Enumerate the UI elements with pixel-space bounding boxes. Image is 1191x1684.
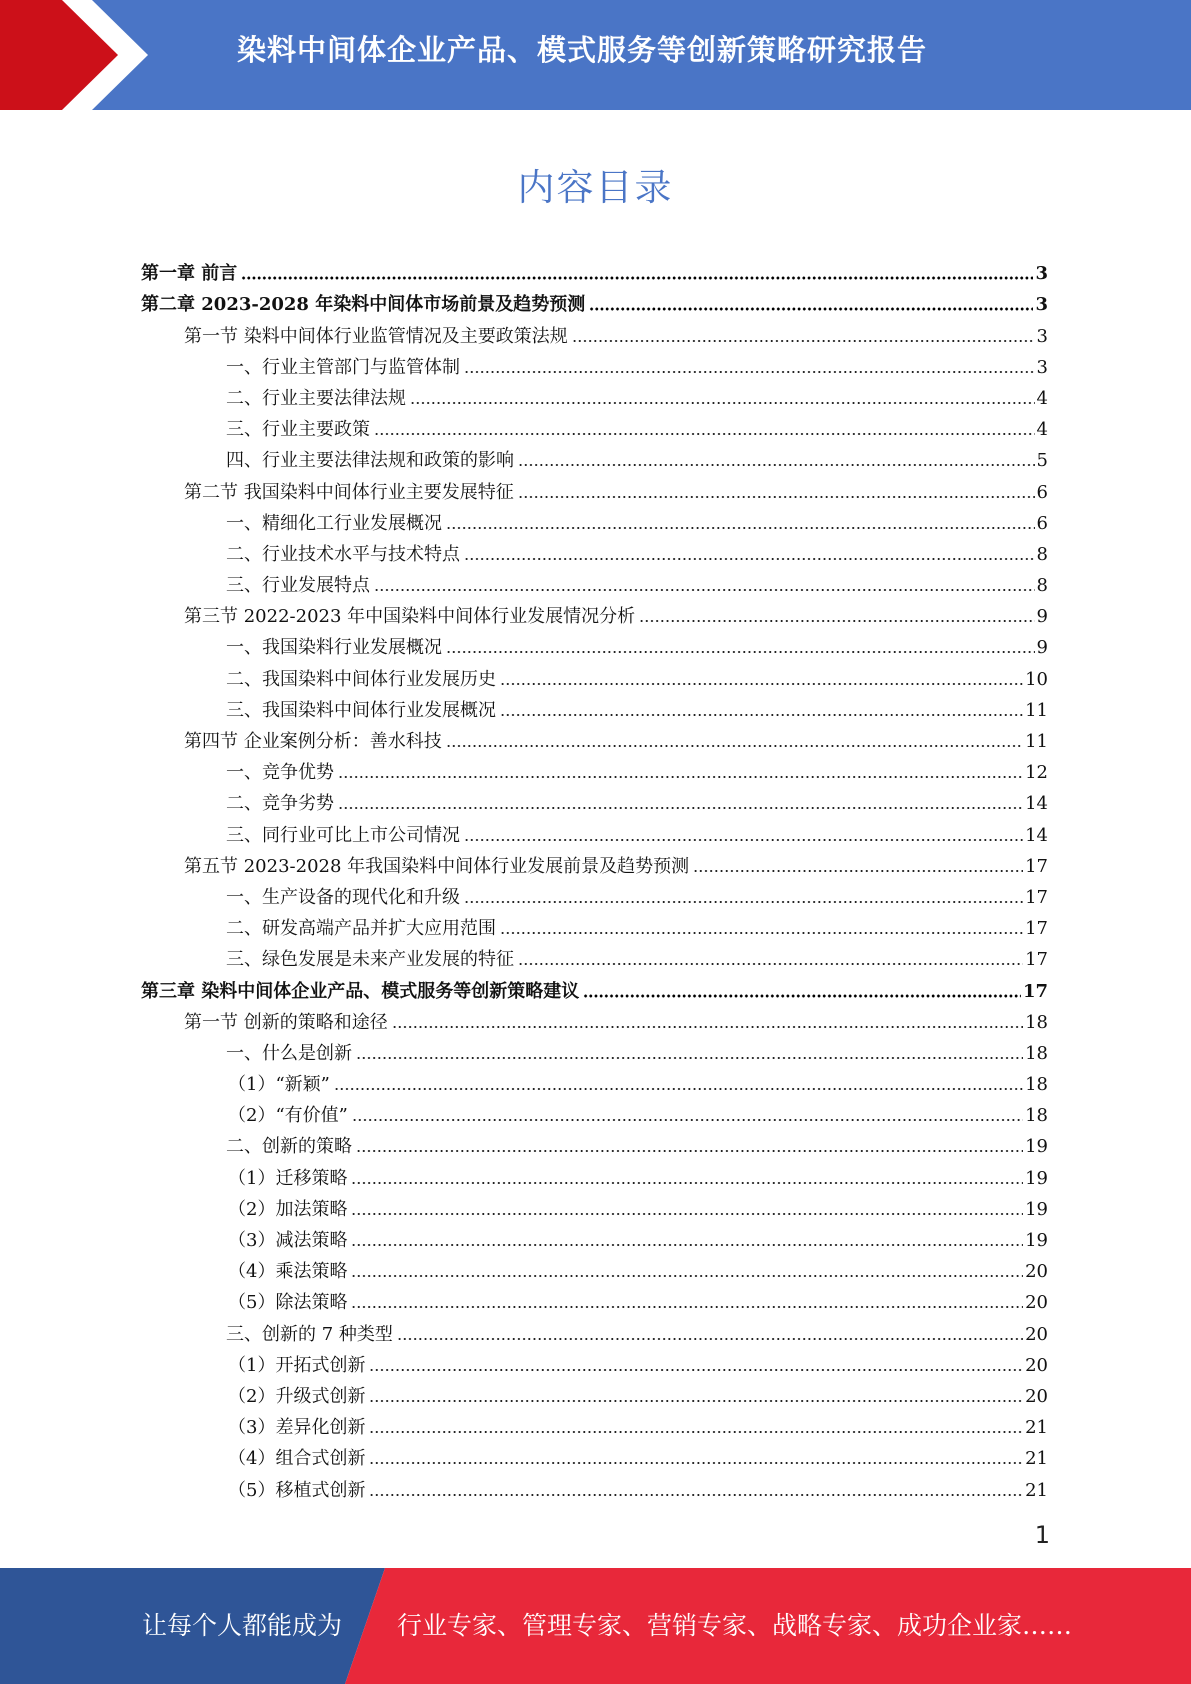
toc-entry[interactable] (141, 1222, 1048, 1253)
toc-entry-label: 第二节 我国染料中间体行业主要发展特征 (184, 481, 514, 503)
toc-entry[interactable] (141, 255, 1048, 286)
toc-leader-dots (334, 1086, 1023, 1092)
toc-leader-dots (583, 993, 1021, 999)
toc-leader-dots (410, 400, 1035, 406)
toc-entry[interactable] (141, 442, 1048, 473)
toc-leader-dots (374, 431, 1035, 437)
toc-entry[interactable] (141, 629, 1048, 660)
footer-slogan-left: 让每个人都能成为 (142, 1611, 343, 1640)
toc-entry[interactable] (141, 380, 1048, 411)
toc-entry[interactable] (141, 1409, 1048, 1440)
toc-entry-label: 一、行业主管部门与监管体制 (226, 356, 460, 378)
toc-leader-dots (351, 1242, 1023, 1248)
toc-entry-page: 18 (1025, 1011, 1048, 1033)
header-arrow-decoration (0, 0, 160, 110)
toc-entry-page: 14 (1025, 824, 1048, 846)
toc-entry-label: 第二章 2023-2028 年染料中间体市场前景及趋势预测 (141, 294, 586, 316)
toc-entry-label: （4）组合式创新 (228, 1448, 366, 1470)
report-title: 染料中间体企业产品、模式服务等创新策略研究报告 (237, 33, 928, 67)
toc-entry-page: 3 (1035, 263, 1048, 285)
toc-leader-dots (351, 1180, 1023, 1186)
toc-entry-page: 18 (1025, 1042, 1048, 1064)
toc-entry[interactable] (141, 910, 1048, 941)
toc-entry-page: 17 (1025, 855, 1048, 877)
toc-leader-dots (369, 1398, 1023, 1404)
toc-entry-label: 二、行业主要法律法规 (226, 387, 406, 409)
toc-entry-label: （1）开拓式创新 (228, 1354, 366, 1376)
toc-entry-page: 21 (1025, 1448, 1048, 1470)
toc-entry-page: 11 (1025, 731, 1048, 752)
toc-entry[interactable] (141, 692, 1048, 723)
toc-entry-label: 第一章 前言 (141, 263, 238, 285)
toc-entry-label: （2）“有价值” (228, 1105, 348, 1127)
toc-entry-label: 二、研发高端产品并扩大应用范围 (226, 918, 496, 940)
toc-entry[interactable] (141, 1378, 1048, 1409)
toc-leader-dots (356, 1055, 1023, 1061)
toc-leader-dots (351, 1304, 1023, 1310)
toc-leader-dots (500, 712, 1023, 718)
toc-leader-dots (464, 369, 1035, 375)
toc-entry[interactable] (141, 848, 1048, 879)
toc-entry[interactable] (141, 660, 1048, 691)
toc-entry-page: 17 (1025, 949, 1048, 971)
toc-entry[interactable] (141, 972, 1048, 1003)
toc-entry[interactable] (141, 473, 1048, 504)
toc-entry[interactable] (141, 1315, 1048, 1346)
toc-entry[interactable] (141, 1253, 1048, 1284)
toc-leader-dots (352, 1117, 1023, 1123)
toc-leader-dots (351, 1211, 1023, 1217)
toc-entry[interactable] (141, 1471, 1048, 1502)
toc-entry-page: 4 (1036, 419, 1048, 441)
toc-entry-page: 5 (1036, 450, 1048, 472)
toc-entry[interactable] (141, 941, 1048, 972)
header-banner (0, 0, 1191, 110)
toc-entry-label: 二、行业技术水平与技术特点 (226, 543, 460, 565)
toc-entry-label: （1）“新颖” (228, 1074, 330, 1096)
toc-entry[interactable] (141, 536, 1048, 567)
toc-entry-page: 3 (1036, 325, 1048, 347)
toc-entry-label: 第三节 2022-2023 年中国染料中间体行业发展情况分析 (184, 606, 636, 628)
toc-entry-page: 6 (1036, 512, 1048, 534)
toc-entry-page: 17 (1025, 918, 1048, 940)
toc-leader-dots (518, 494, 1035, 500)
toc-leader-dots (369, 1492, 1023, 1498)
toc-entry-page: 21 (1025, 1417, 1048, 1439)
toc-entry-label: 一、竞争优势 (226, 762, 334, 784)
toc-entry-label: 三、创新的 7 种类型 (226, 1323, 393, 1345)
toc-entry[interactable] (141, 1097, 1048, 1128)
toc-entry[interactable] (141, 723, 1048, 754)
toc-entry-page: 10 (1025, 668, 1048, 690)
toc-entry-label: 一、什么是创新 (226, 1042, 352, 1064)
toc-entry[interactable] (141, 286, 1048, 317)
toc-entry[interactable] (141, 349, 1048, 380)
footer-slogan-right: 行业专家、管理专家、营销专家、战略专家、成功企业家…… (397, 1611, 1073, 1640)
toc-entry-page: 18 (1025, 1074, 1048, 1096)
toc-entry-label: 第四节 企业案例分析：善水科技 (184, 731, 442, 752)
toc-entry-page: 19 (1025, 1230, 1048, 1251)
toc-entry-page: 20 (1025, 1261, 1048, 1283)
toc-entry[interactable] (141, 1035, 1048, 1066)
toc-entry-page: 11 (1025, 699, 1048, 721)
toc-entry[interactable] (141, 411, 1048, 442)
toc-leader-dots (464, 899, 1023, 905)
toc-entry-page: 18 (1025, 1105, 1048, 1127)
toc-leader-dots (518, 961, 1023, 967)
toc-leader-dots (693, 868, 1023, 874)
toc-entry-page: 20 (1025, 1354, 1048, 1376)
toc-leader-dots (351, 1273, 1023, 1279)
toc-entry[interactable] (141, 1128, 1048, 1159)
toc-entry-label: 三、行业发展特点 (226, 575, 370, 597)
toc-entry-page: 9 (1036, 606, 1048, 628)
table-of-contents (141, 255, 1048, 1503)
toc-entry-label: 四、行业主要法律法规和政策的影响 (226, 450, 514, 472)
toc-entry[interactable] (141, 598, 1048, 629)
toc-entry-label: 三、绿色发展是未来产业发展的特征 (226, 949, 514, 971)
toc-entry[interactable] (141, 317, 1048, 348)
toc-entry-page: 20 (1025, 1385, 1048, 1407)
toc-entry[interactable] (141, 785, 1048, 816)
toc-entry-page: 3 (1035, 294, 1048, 316)
toc-entry-label: （3）差异化创新 (228, 1417, 366, 1439)
toc-leader-dots (446, 743, 1023, 749)
toc-entry-label: （4）乘法策略 (228, 1261, 348, 1283)
toc-entry-label: （5）除法策略 (228, 1292, 348, 1314)
toc-leader-dots (392, 1024, 1023, 1030)
toc-entry-label: 第一节 染料中间体行业监管情况及主要政策法规 (184, 325, 568, 347)
toc-leader-dots (446, 649, 1035, 655)
toc-entry[interactable] (141, 1159, 1048, 1190)
toc-entry[interactable] (141, 816, 1048, 847)
toc-entry-label: （3）减法策略 (228, 1230, 348, 1251)
toc-entry-page: 19 (1025, 1167, 1048, 1189)
toc-entry-label: 三、行业主要政策 (226, 419, 370, 441)
toc-leader-dots (518, 462, 1035, 468)
toc-leader-dots (397, 1336, 1023, 1342)
toc-entry[interactable] (141, 1004, 1048, 1035)
toc-leader-dots (374, 587, 1035, 593)
page-number: 1 (1034, 1521, 1050, 1549)
toc-leader-dots (639, 618, 1034, 624)
toc-entry[interactable] (141, 879, 1048, 910)
toc-entry-page: 19 (1025, 1136, 1048, 1158)
toc-entry-page: 3 (1036, 356, 1048, 378)
toc-leader-dots (589, 306, 1033, 312)
toc-leader-dots (369, 1429, 1023, 1435)
toc-leader-dots (464, 556, 1035, 562)
toc-entry[interactable] (141, 505, 1048, 536)
toc-entry-label: （5）移植式创新 (228, 1479, 366, 1501)
toc-entry-page: 19 (1025, 1198, 1048, 1220)
toc-entry-page: 8 (1036, 575, 1048, 597)
page-title: 内容目录 (517, 166, 674, 209)
toc-entry-page: 17 (1025, 886, 1048, 908)
toc-entry-page: 20 (1025, 1323, 1048, 1345)
toc-entry-label: （1）迁移策略 (228, 1167, 348, 1189)
toc-entry-label: 第一节 创新的策略和途径 (184, 1011, 388, 1033)
toc-entry-label: 二、创新的策略 (226, 1136, 352, 1158)
toc-entry[interactable] (141, 1440, 1048, 1471)
toc-leader-dots (500, 681, 1023, 687)
toc-leader-dots (500, 930, 1023, 936)
toc-leader-dots (446, 525, 1035, 531)
toc-entry-label: 第五节 2023-2028 年我国染料中间体行业发展前景及趋势预测 (184, 855, 690, 877)
footer-banner (0, 1568, 1191, 1684)
toc-leader-dots (356, 1148, 1023, 1154)
toc-entry-page: 12 (1025, 762, 1048, 784)
toc-entry[interactable] (141, 754, 1048, 785)
toc-entry-label: 第三章 染料中间体企业产品、模式服务等创新策略建议 (141, 980, 580, 1002)
toc-entry-page: 21 (1025, 1479, 1048, 1501)
toc-entry[interactable] (141, 1347, 1048, 1378)
toc-entry-label: （2）升级式创新 (228, 1385, 366, 1407)
toc-entry-page: 17 (1022, 980, 1048, 1002)
toc-entry-page: 4 (1036, 387, 1048, 409)
toc-entry-page: 9 (1036, 637, 1048, 659)
toc-entry-page: 20 (1025, 1292, 1048, 1314)
toc-entry-page: 6 (1036, 481, 1048, 503)
toc-entry-label: 二、竞争劣势 (226, 793, 334, 815)
toc-entry-label: 三、我国染料中间体行业发展概况 (226, 699, 496, 721)
toc-entry-label: （2）加法策略 (228, 1198, 348, 1220)
toc-entry[interactable] (141, 1284, 1048, 1315)
toc-leader-dots (369, 1367, 1023, 1373)
toc-entry-label: 二、我国染料中间体行业发展历史 (226, 668, 496, 690)
toc-entry-label: 一、精细化工行业发展概况 (226, 512, 442, 534)
toc-leader-dots (338, 774, 1023, 780)
toc-entry-label: 三、同行业可比上市公司情况 (226, 824, 460, 846)
toc-entry[interactable] (141, 1066, 1048, 1097)
toc-leader-dots (241, 275, 1033, 281)
toc-entry-label: 一、我国染料行业发展概况 (226, 637, 442, 659)
toc-entry[interactable] (141, 1191, 1048, 1222)
toc-leader-dots (369, 1460, 1023, 1466)
toc-leader-dots (572, 338, 1035, 344)
toc-entry-page: 8 (1036, 543, 1048, 565)
toc-entry-label: 一、生产设备的现代化和升级 (226, 886, 460, 908)
toc-leader-dots (338, 805, 1023, 811)
toc-leader-dots (464, 837, 1023, 843)
toc-entry-page: 14 (1025, 793, 1048, 815)
toc-entry[interactable] (141, 567, 1048, 598)
